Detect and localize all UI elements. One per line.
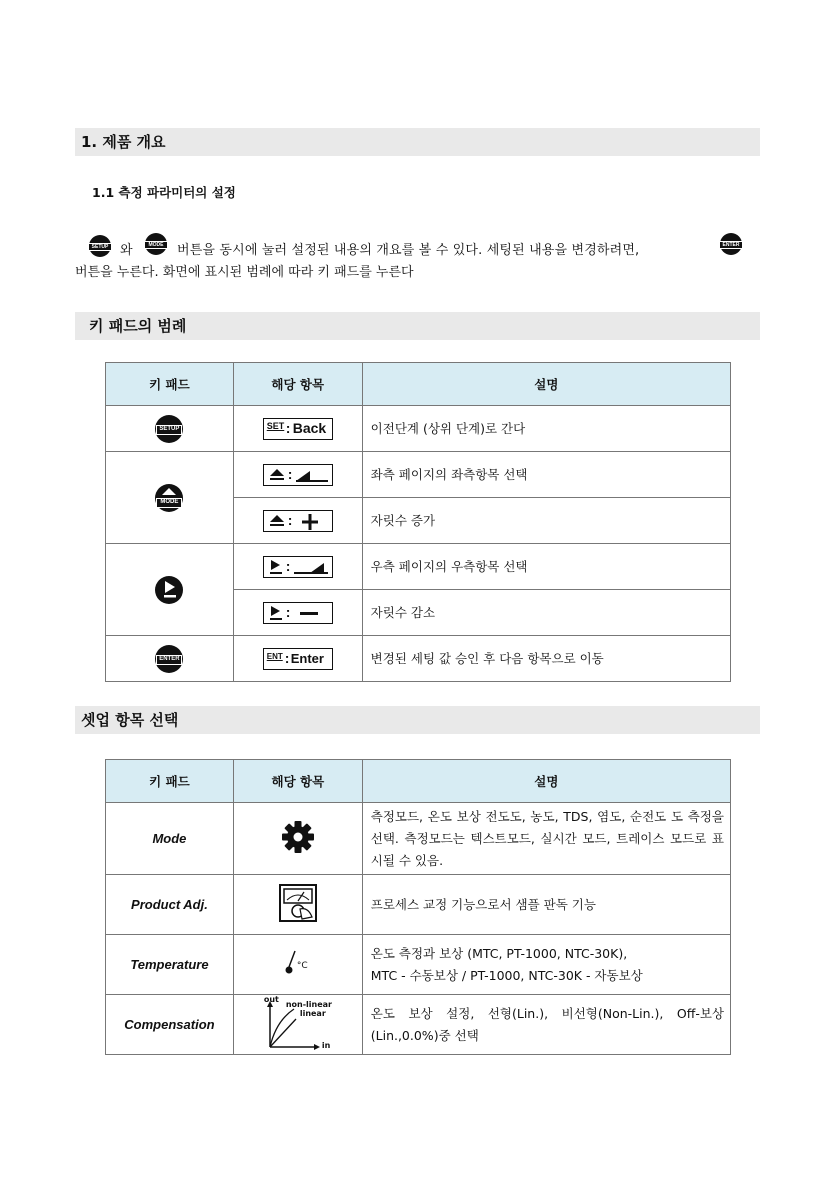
row-desc: 이전단계 (상위 단계)로 간다 bbox=[362, 406, 730, 452]
row-desc bbox=[362, 935, 730, 995]
legend-header-item: 해당 항목 bbox=[233, 363, 362, 406]
compensation-key-text: Compensation bbox=[106, 995, 234, 1055]
row-desc: 자릿수 감소 bbox=[362, 590, 730, 636]
legend-header-key: 키 패드 bbox=[106, 363, 234, 406]
intro-wa: 와 bbox=[120, 243, 133, 258]
right-key-cell bbox=[106, 544, 234, 636]
temperature-desc-line1: 온도 측정과 보상 (MTC, PT-1000, NTC-30K), bbox=[370, 945, 628, 961]
setup-section-bar bbox=[75, 706, 760, 734]
intro-line1: 버튼을 동시에 눌러 설정된 내용의 개요를 볼 수 있다. 세팅된 내용을 변경하려면, bbox=[177, 243, 640, 258]
legend-section-title: 키 패드의 범례 bbox=[89, 317, 187, 335]
row-desc: 우측 페이지의 우측항목 선택 bbox=[362, 544, 730, 590]
table-row bbox=[106, 935, 731, 995]
meter-adjust-icon bbox=[278, 883, 318, 923]
temperature-key-text: Temperature bbox=[106, 935, 234, 995]
set-back-display: SET : Back bbox=[263, 418, 333, 440]
mode-key-cell bbox=[106, 452, 234, 544]
up-left-display: : bbox=[263, 464, 333, 486]
mode-key-icon: MODE bbox=[155, 484, 183, 512]
table-row bbox=[106, 544, 731, 590]
setup-table bbox=[105, 759, 731, 1055]
right-right-display: : bbox=[263, 556, 333, 578]
row-desc: 온도 보상 설정, 선형(Lin.), 비선형(Non-Lin.), Off-보상(Lin.,0.0%)중 선택 bbox=[362, 995, 730, 1055]
lcd-cell bbox=[233, 590, 362, 636]
row-desc: 자릿수 증가 bbox=[362, 498, 730, 544]
row-desc: 좌측 페이지의 좌측항목 선택 bbox=[362, 452, 730, 498]
subsection-title: 1.1 측정 파라미터의 설정 bbox=[92, 185, 236, 200]
compensation-graph-icon: out non-linear linear in bbox=[263, 994, 332, 1050]
setup-header-desc: 설명 bbox=[362, 760, 730, 803]
setup-key-cell bbox=[106, 406, 234, 452]
setup-header-row bbox=[106, 760, 731, 803]
enter-icon: ENTER bbox=[720, 233, 742, 255]
row-desc: 측정모드, 온도 보상 전도도, 농도, TDS, 염도, 순전도 도 측정을 선택. 측정모드는 텍스트모드, 실시간 모드, 트레이스 모드로 표시될 수 있음. bbox=[362, 803, 730, 875]
setup-header-key: 키 패드 bbox=[106, 760, 234, 803]
lcd-cell bbox=[233, 498, 362, 544]
row-desc: 변경된 세팅 값 승인 후 다음 항목으로 이동 bbox=[362, 636, 730, 682]
setup-section-title: 셋업 항목 선택 bbox=[81, 711, 179, 729]
graph-cell bbox=[233, 995, 362, 1055]
mode-key-text: Mode bbox=[106, 803, 234, 875]
table-row bbox=[106, 636, 731, 682]
table-row bbox=[106, 875, 731, 935]
setup-key-icon: SETUP bbox=[155, 415, 183, 443]
section-title: 1. 제품 개요 bbox=[81, 133, 166, 151]
right-key-icon bbox=[155, 576, 183, 604]
lcd-cell bbox=[233, 452, 362, 498]
temperature-desc-line2: MTC - 수동보상 / PT-1000, NTC-30K - 자동보상 bbox=[370, 967, 643, 983]
table-row bbox=[106, 995, 731, 1055]
mode-icon: MODE bbox=[145, 233, 167, 255]
enter-key-cell bbox=[106, 636, 234, 682]
enter-key-icon: ENTER bbox=[155, 645, 183, 673]
product-adj-key-text: Product Adj. bbox=[106, 875, 234, 935]
table-row bbox=[106, 406, 731, 452]
thermo-cell bbox=[233, 935, 362, 995]
legend-header-desc: 설명 bbox=[362, 363, 730, 406]
table-row bbox=[106, 803, 731, 875]
section-title-bar bbox=[75, 128, 760, 156]
gear-cell bbox=[233, 803, 362, 875]
lcd-cell bbox=[233, 636, 362, 682]
adj-cell bbox=[233, 875, 362, 935]
right-minus-display: : bbox=[263, 602, 333, 624]
gear-icon bbox=[281, 820, 315, 854]
thermometer-icon: °C bbox=[283, 949, 313, 977]
ent-enter-display: ENT : Enter bbox=[263, 648, 333, 670]
row-desc: 프로세스 교정 기능으로서 샘플 판독 기능 bbox=[362, 875, 730, 935]
setup-icon: SETUP bbox=[89, 235, 111, 257]
legend-header-row bbox=[106, 363, 731, 406]
legend-section-bar bbox=[75, 312, 760, 340]
legend-table bbox=[105, 362, 731, 682]
lcd-cell bbox=[233, 406, 362, 452]
table-row bbox=[106, 452, 731, 498]
intro-line2: 버튼을 누른다. 화면에 표시된 범례에 따라 키 패드를 누른다 bbox=[75, 265, 414, 280]
up-plus-display: : bbox=[263, 510, 333, 532]
lcd-cell bbox=[233, 544, 362, 590]
intro-paragraph bbox=[75, 233, 765, 283]
setup-header-item: 해당 항목 bbox=[233, 760, 362, 803]
